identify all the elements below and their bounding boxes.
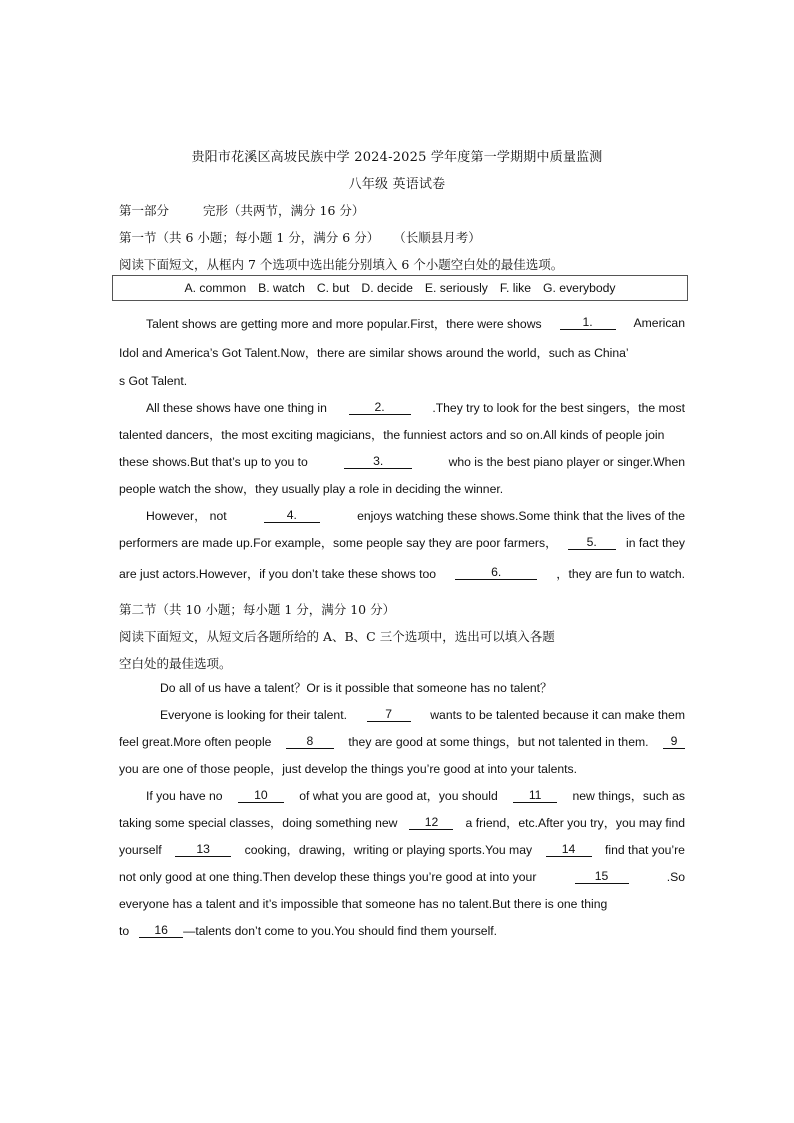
section2-heading: 第二节（共 10 小题；每小题 1 分，满分 10 分） (119, 602, 396, 617)
passage1-line: talented dancers，the most exciting magicians，the funniest actors and so on.All kinds of people join (119, 428, 665, 442)
passage2-line: not only good at one thing.Then develop these things you’re good at into your 15 .So (119, 868, 685, 884)
blank-16[interactable]: 16 (139, 924, 183, 938)
blank-14[interactable]: 14 (546, 843, 592, 857)
passage2-line: Everyone is looking for their talent. 7 wants to be talented because it can make them (160, 706, 685, 722)
blank-15[interactable]: 15 (575, 870, 629, 884)
passage2-line: you are one of those people，just develop the things you’re good at into your talents. (119, 762, 578, 776)
part1-name: 完形（共两节，满分 16 分） (203, 203, 365, 218)
section2-instruction-line1: 阅读下面短文，从短文后各题所给的 A、B、C 三个选项中，选出可以填入各题 (119, 629, 555, 644)
passage1 (119, 308, 685, 590)
option-d: D. decide (361, 281, 413, 295)
passage1-line: Idol and America’s Got Talent.Now，there are similar shows around the world，such as China’ (119, 346, 629, 360)
passage2-line: If you have no 10 of what you are good at，you should 11 new things，such as (146, 787, 685, 803)
blank-13[interactable]: 13 (175, 843, 231, 857)
passage2-question-line: Do all of us have a talent？Or is it possible that someone has no talent？ (160, 681, 553, 695)
section2-instruction-line2: 空白处的最佳选项。 (119, 656, 232, 671)
blank-7[interactable]: 7 (367, 708, 411, 722)
blank-3[interactable]: 3. (344, 455, 412, 469)
passage1-line: these shows.But that’s up to you to 3. who is the best piano player or singer.When (119, 453, 685, 469)
options-box (112, 275, 688, 301)
blank-11[interactable]: 11 (513, 789, 557, 803)
blank-12[interactable]: 12 (409, 816, 453, 830)
blank-5[interactable]: 5. (568, 536, 616, 550)
section1-heading (119, 228, 481, 246)
blank-9[interactable]: 9 (663, 735, 685, 749)
passage2-line: to 16 —talents don’t come to you.You should find them yourself. (119, 922, 498, 938)
section1-title: 第一节（共 6 小题；每小题 1 分，满分 6 分） (119, 230, 380, 245)
passage1-line: are just actors.However，if you don’t take these shows too 6. ，they are fun to watch. (119, 565, 685, 581)
option-e: E. seriously (424, 281, 488, 295)
blank-10[interactable]: 10 (238, 789, 284, 803)
passage2-line: feel great.More often people 8 they are good at some things，but not talented in them. 9 (119, 728, 685, 755)
option-g: G. everybody (543, 281, 616, 295)
passage2-line: everyone has a talent and it’s impossible that someone has no talent.But there is one thing (119, 896, 608, 911)
option-c: C. but (316, 281, 350, 295)
exam-subtitle: 八年级 英语试卷 (348, 177, 446, 192)
part1-label: 第一部分 (119, 203, 170, 218)
part1-heading (119, 201, 364, 219)
option-a: A. common (184, 281, 247, 295)
passage2-line: yourself 13 cooking，drawing，writing or playing sports.You may 14 find that you’re (119, 841, 685, 857)
section1-instruction: 阅读下面短文，从框内 7 个选项中选出能分别填入 6 个小题空白处的最佳选项。 (119, 257, 564, 272)
blank-1[interactable]: 1. (560, 316, 616, 330)
blank-4[interactable]: 4. (264, 509, 320, 523)
exam-title: 贵阳市花溪区高坡民族中学 2024-2025 学年度第一学期期中质量监测 (191, 150, 603, 165)
passage1-line: However， not 4. enjoys watching these shows.Some think that the lives of the (146, 507, 685, 523)
passage1-line: All these shows have one thing in 2. .They try to look for the best singers，the most (146, 399, 685, 415)
option-f: F. like (499, 281, 532, 295)
passage2-line: taking some special classes，doing something new 12 a friend，etc.After you try，you may find (119, 814, 685, 830)
passage1-line: s Got Talent. (119, 373, 188, 388)
blank-2[interactable]: 2. (349, 401, 411, 415)
passage1-line: people watch the show，they usually play a role in deciding the winner. (119, 482, 504, 496)
option-b: B. watch (258, 281, 305, 295)
section1-source: （长顺县月考） (393, 230, 481, 245)
passage1-line: Talent shows are getting more and more popular.First，there were shows 1. American (146, 315, 685, 331)
blank-8[interactable]: 8 (286, 735, 334, 749)
passage2 (119, 674, 685, 944)
blank-6[interactable]: 6. (455, 566, 537, 580)
passage1-line: performers are made up.For example，some people say they are poor farmers， 5. in fact they (119, 534, 685, 550)
